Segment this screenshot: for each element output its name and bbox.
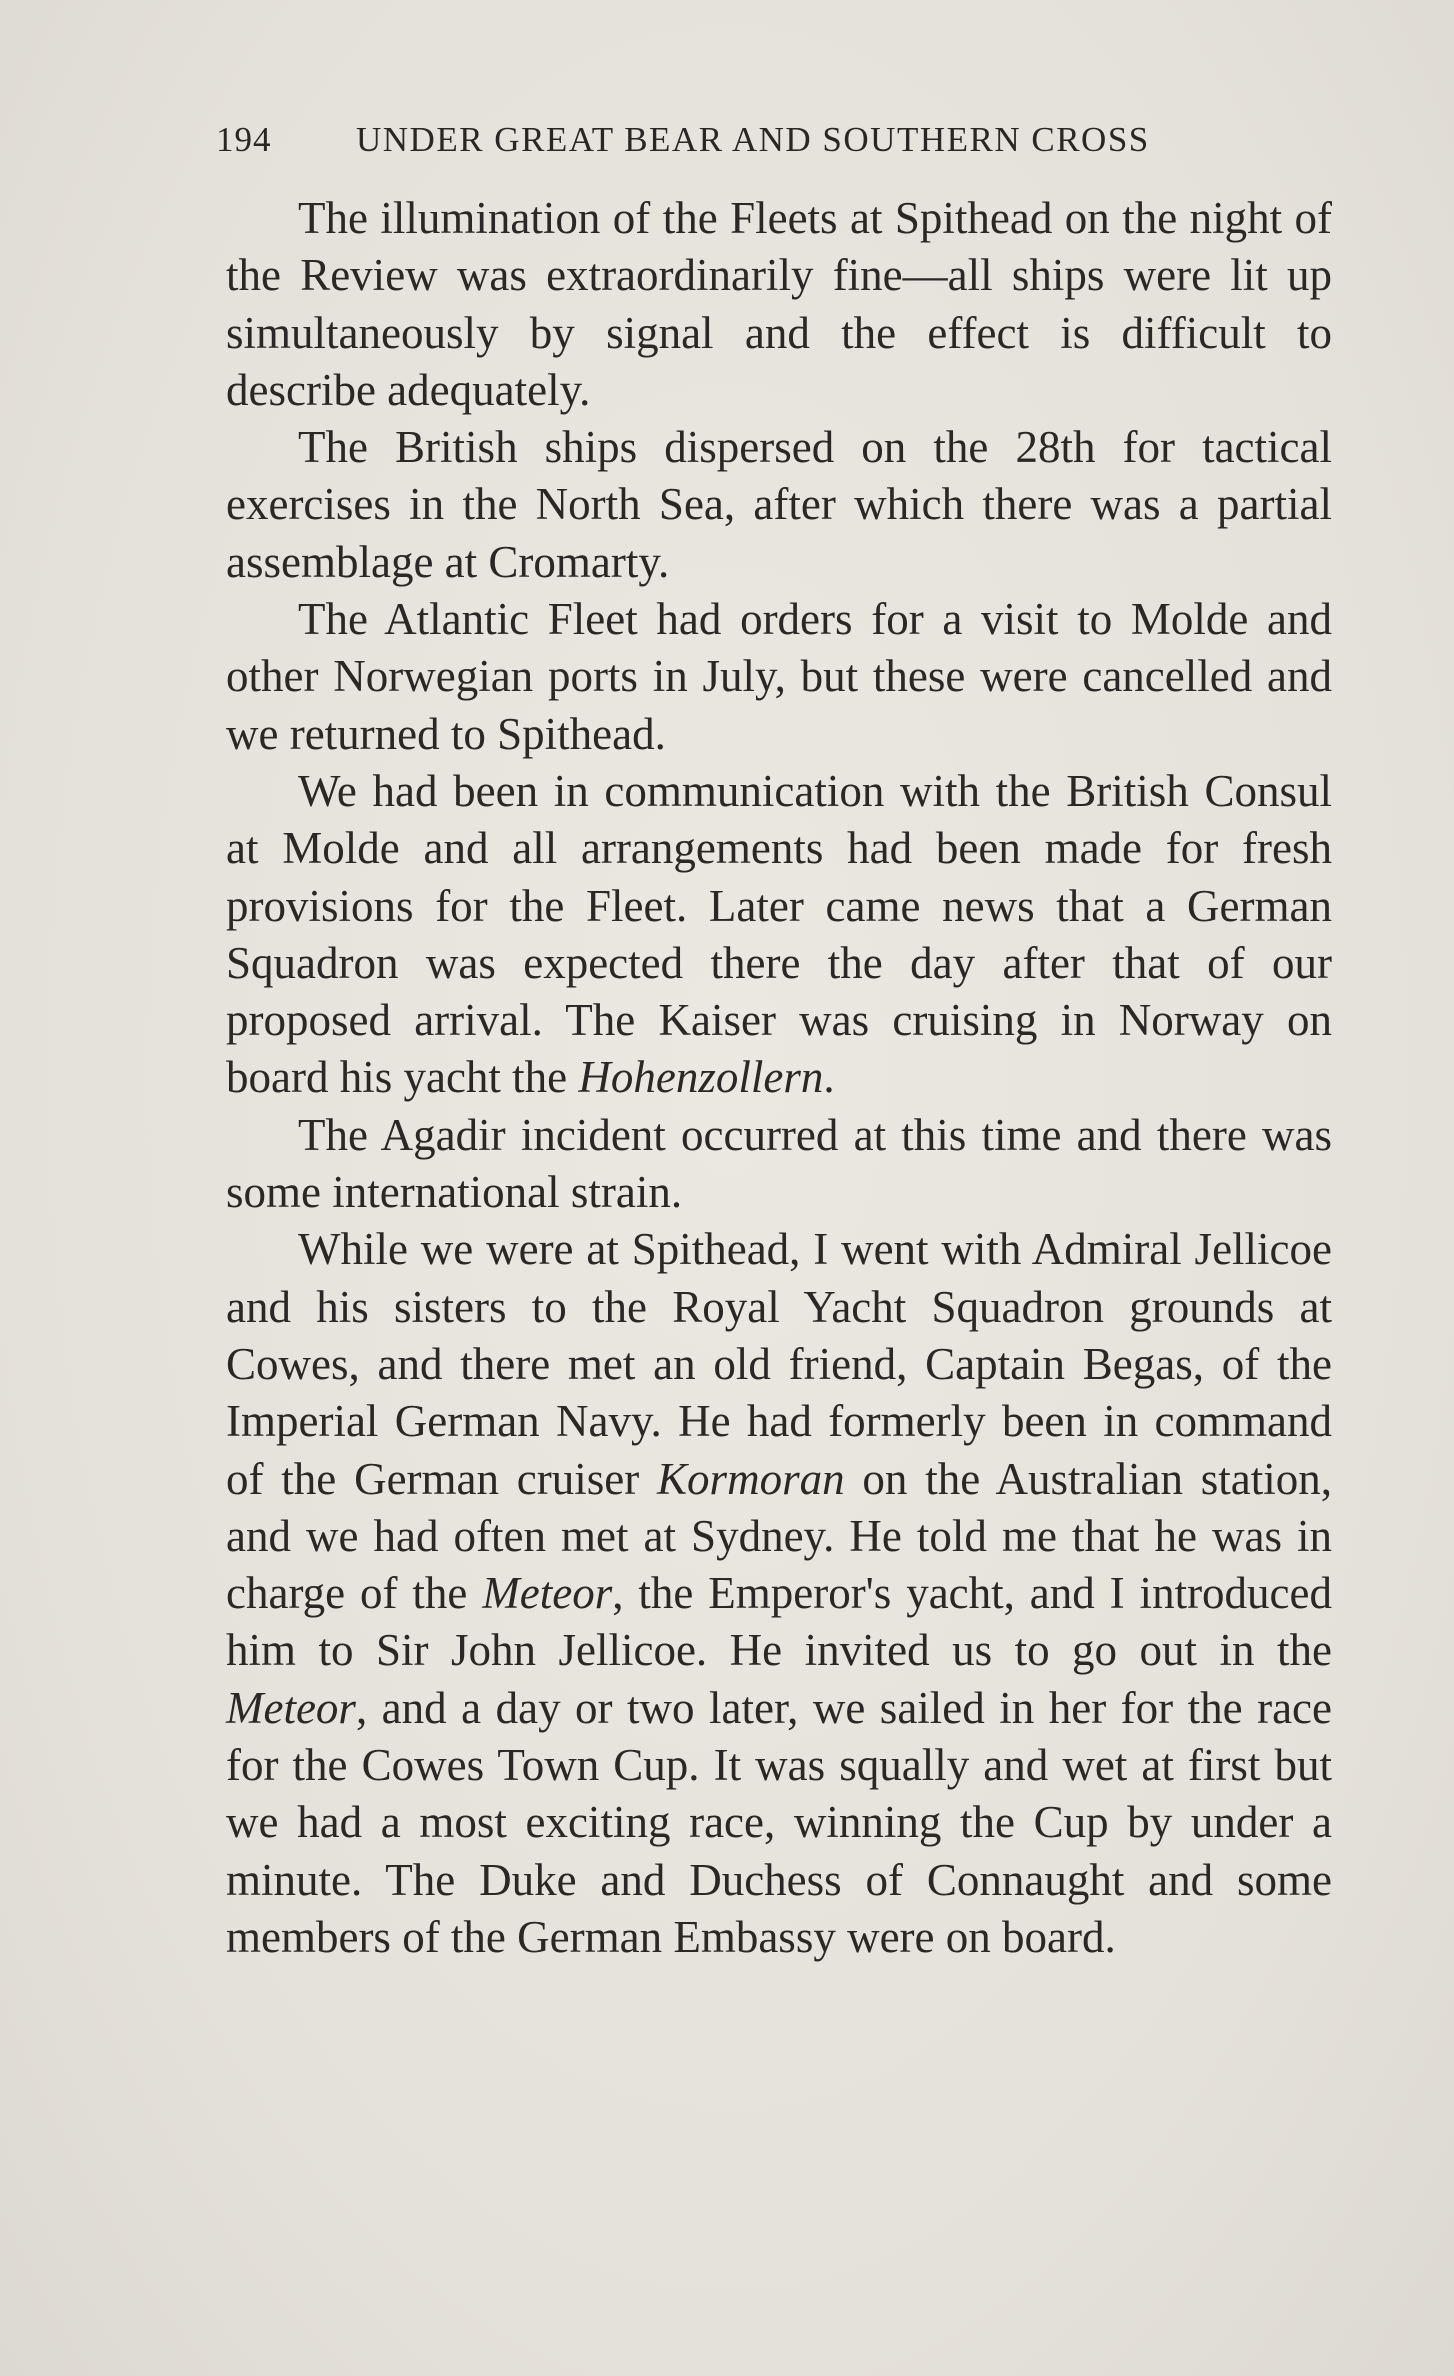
page-number: 194: [216, 120, 272, 159]
paragraph-atlantic-fleet: The Atlantic Fleet had orders for a visit to Molde and other Norwegian ports in July, but these were cancelled and we returned to Spithead.: [226, 594, 1332, 759]
ship-name-meteor: Meteor: [482, 1568, 613, 1619]
paragraph-cowes-text-3: , the Emperor's yacht, and I introduced him to Sir John Jellicoe. He invited us to go out in the: [226, 1568, 1332, 1676]
paragraph-illumination: The illumination of the Fleets at Spithead on the night of the Review was extraordinarily fine—all ships were lit up simultaneously by signal and the effect is difficult to describe adequately.: [226, 193, 1332, 415]
paragraph-cowes-text-4: , and a day or two later, we sailed in her for the race for the Cowes Town Cup. It was squally and wet at first but we had a most exciting race, winning the Cup by under a minute. The Duke and Duchess of Connaught and some members of the German Embassy were on board.: [226, 1682, 1332, 1962]
paragraph-dispersal: The British ships dispersed on the 28th for tactical exercises in the North Sea, after which there was a partial assemblage at Cromarty.: [226, 422, 1332, 587]
paragraph-cowes-text-1: While we were at Spithead, I went with Admiral Jellicoe and his sisters to the Royal Yacht Squadron grounds at Cowes, and there met an old friend, Captain Begas, of the Imperial German Navy. He had formerly been in command of the German cruiser: [226, 1224, 1332, 1504]
running-head: [216, 118, 1196, 162]
paragraph-molde-end: .: [823, 1052, 835, 1103]
paragraph-agadir: The Agadir incident occurred at this time and there was some international strain.: [226, 1109, 1332, 1218]
ship-name-kormoran: Kormoran: [657, 1453, 845, 1504]
ship-name-meteor-2: Meteor: [226, 1682, 356, 1733]
paragraph-molde-text: We had been in communication with the British Consul at Molde and all arrangements had been made for fresh provisions for the Fleet. Later came news that a German Squadron was expected there the day after that of our proposed arrival. The Kaiser was cruising in Norway on board his yacht the: [226, 765, 1332, 1103]
yacht-name-hohenzollern: Hohenzollern: [578, 1052, 824, 1103]
body-text: [226, 190, 1332, 1966]
paragraph-cowes-text-2: on the Australian station, and we had often met at Sydney. He told me that he was in charge of the: [226, 1453, 1332, 1619]
paragraph-molde: [226, 763, 1332, 1107]
paragraph-cowes: [226, 1221, 1332, 1966]
running-title: UNDER GREAT BEAR AND SOUTHERN CROSS: [356, 120, 1150, 159]
